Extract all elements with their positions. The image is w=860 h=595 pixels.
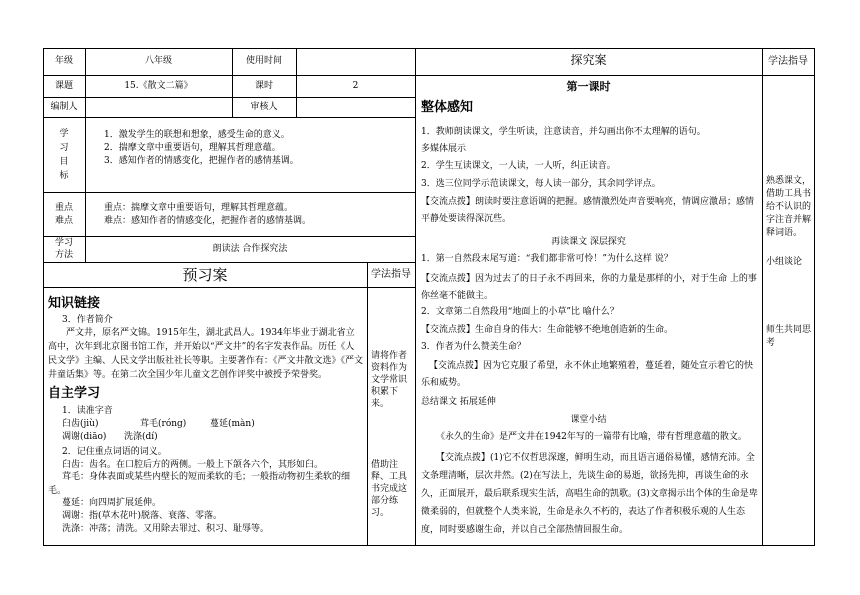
tip-author: 请将作者资料作为文学常识积累下来。 xyxy=(371,351,408,409)
pron-4: 凋谢(diāo) xyxy=(62,432,107,442)
author-intro: 严文井，原名严文锦。1915年生，湖北武昌人。1934年毕业于湖北省立高中，次年到北京图书馆工作，并开始以“严文井”的名字发表作品。历任《人民文学》主编、人民文学出版社社长等职。主要著作有：《严文井散文选》《严文井童话集》等。在第二次全国少年儿童文艺创作评奖中被授予荣誉奖。 xyxy=(48,328,364,380)
read-title: 1．读准字音 xyxy=(62,406,113,416)
word-3: 蔓延：向四周扩展延伸。 xyxy=(62,498,162,508)
question-3: 3．作者为什么赞美生命？ xyxy=(421,342,526,352)
key-points-label: 重点 难点 xyxy=(54,203,73,226)
tip-exercise: 借助注释、工具书完成这部分练习。 xyxy=(371,460,408,518)
words-title: 2．记住重点词语的词义。 xyxy=(62,447,167,457)
reread-heading: 再读课文 深层探究 xyxy=(551,237,626,247)
pron-2: 茸毛(róng) xyxy=(140,419,187,429)
grade-value: 八年级 xyxy=(144,56,172,66)
method-label: 学习 方法 xyxy=(54,238,73,260)
side-note-3: 师生共同思考 xyxy=(766,325,812,348)
answer-1: 【交流点拨】因为过去了的日子永不再回来，你的力量是那样的小，对于生命 上的事你丝毫不能做主。 xyxy=(421,274,757,301)
author-label: 编制人 xyxy=(50,102,78,112)
summary-intro: 《永久的生命》是严文井在1942年写的一篇带有比喻，带有哲理意蕴的散文。 xyxy=(436,432,747,442)
learning-goals: 1．激发学生的联想和想象，感受生命的意义。 2．揣摩文章中重要语句，理解其哲理意蕴。 3．感知作者的情感变化，把握作者的感情基调。 xyxy=(104,130,299,166)
step-1: 1．教师朗读课文，学生听读，注意读音，并勾画出你不太理解的语句。 xyxy=(421,127,706,137)
key-points: 重点：揣摩文章中重要语句，理解其哲理意蕴。 难点：感知作者的情感变化，把握作者的感情基调。 xyxy=(104,203,312,226)
step-3: 3．选三位同学示范读课文，每人读一部分，其余同学评点。 xyxy=(421,179,661,189)
word-5: 洗涤：冲荡；清洗。又用除去罪过、积习、耻辱等。 xyxy=(62,524,270,534)
explore-title: 探究案 xyxy=(570,53,607,67)
word-2: 茸毛：身体表面或某些内壁长的短而柔软的毛；一般指动物初生柔软的细毛。 xyxy=(48,472,351,496)
side-note-2: 小组谈论 xyxy=(766,257,803,267)
right-guide-title: 学法指导 xyxy=(768,56,808,67)
media-note: 多媒体展示 xyxy=(421,144,467,154)
knowledge-heading: 知识链接 xyxy=(48,296,101,311)
question-2: 2．文章第二自然段用“地面上的小草”比 喻什么？ xyxy=(421,307,619,317)
summary-detail: 【交流点拨】(1)它不仅哲思深邃，鲜明生动，而且语言通俗易懂，感情充沛。全文条理清晰，层次井然。(2)在写法上，先谈生命的易逝，欲扬先抑，再谈生命的永久，正面展开，最后联系现实生活，高唱生命的凯歌。(3)文章揭示出个体的生命是卑微柔弱的，但就整个人类来说，生命是永久不朽的，表达了作者积极乐观的人生态度，同时要感谢生命，并以自己全部热情回报生命。 xyxy=(421,453,758,535)
time-label: 使用时间 xyxy=(245,56,282,66)
preview-title: 预习案 xyxy=(182,266,228,284)
answer-2: 【交流点拨】生命自身的伟大：生命能够不绝地创造新的生命。 xyxy=(421,325,674,335)
goals-label: 学 习 目 标 xyxy=(59,129,69,181)
reviewer-label: 审核人 xyxy=(250,102,278,112)
left-guide-title: 学法指导 xyxy=(371,269,411,280)
tip-reading: 【交流点拨】朗读时要注意语调的把握。感情激烈处声音要响亮，情调应激昂；感情平静处要读得深沉些。 xyxy=(421,197,755,224)
class-summary: 课堂小结 xyxy=(570,415,607,425)
period-value: 2 xyxy=(352,81,359,91)
word-4: 凋谢：指(草木花叶)脱落、衰落、零落。 xyxy=(62,511,223,521)
grade-label: 年级 xyxy=(54,56,73,66)
pron-5: 洗涤(dí) xyxy=(124,432,158,442)
period-label: 课时 xyxy=(254,81,273,91)
question-1: 1．第一自然段末尾写道：“我们都非常可怜！”为什么这样 说？ xyxy=(421,254,673,264)
side-note-1: 熟悉课文，借助工具书给不认识的字注音并解释词语。 xyxy=(766,176,812,238)
method-value: 朗读法 合作探究法 xyxy=(212,244,288,254)
summary-heading: 总结课文 拓展延伸 xyxy=(421,397,496,407)
answer-3: 【交流点拨】因为它克服了希望，永不休止地繁殖着，蔓延着，随处宣示着它的快乐和威势。 xyxy=(421,361,754,388)
word-1: 臼齿：齿名。在口腔后方的两侧。一般上下颌各六个，其形如臼。 xyxy=(62,460,324,470)
pron-3: 蔓延(màn) xyxy=(210,419,255,429)
overall-heading: 整体感知 xyxy=(421,100,474,115)
step-2: 2．学生互读课文，一人读，一人听，纠正读音。 xyxy=(421,161,616,171)
lesson-title: 第一课时 xyxy=(566,80,611,93)
self-study-heading: 自主学习 xyxy=(48,386,101,401)
topic-label: 课题 xyxy=(54,81,73,91)
pron-1: 臼齿(jiù) xyxy=(62,419,99,429)
knowledge-sub: 3．作者简介 xyxy=(62,315,113,325)
topic-value: 15.《散文二篇》 xyxy=(124,81,193,91)
